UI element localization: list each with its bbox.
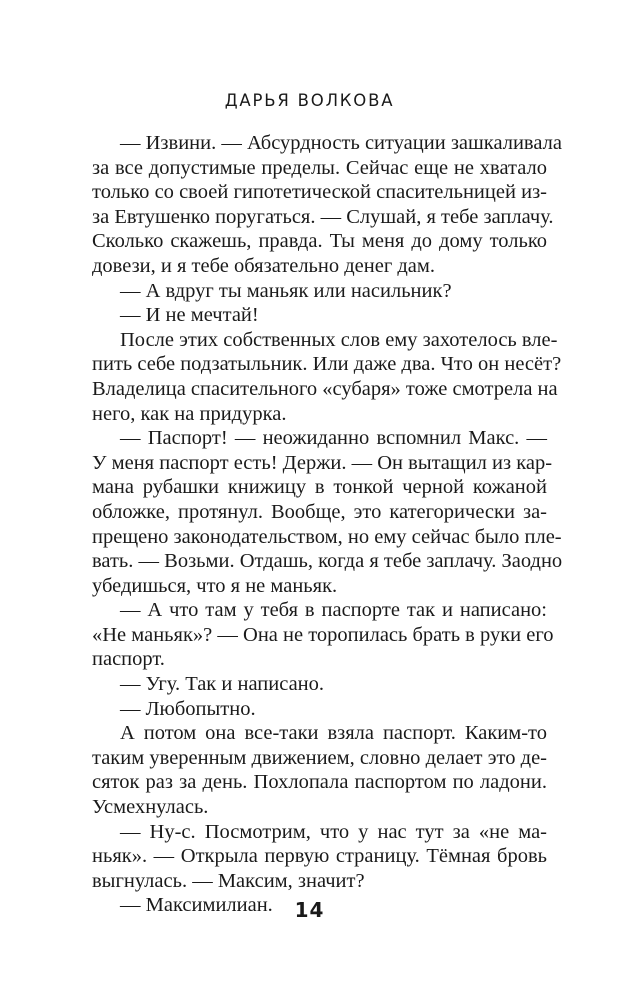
text-line: — А вдруг ты маньяк или насильник? bbox=[120, 279, 452, 302]
text-line: Сколько скажешь, правда. Ты меня до дому только bbox=[92, 230, 547, 253]
text-line: — Угу. Так и написано. bbox=[120, 673, 325, 696]
page-number: 14 bbox=[294, 898, 325, 922]
text-line: — Максимилиан. bbox=[120, 894, 273, 917]
text-line: мана рубашки книжицу в тонкой черной кожаной bbox=[92, 476, 547, 499]
text-line: выгнулась. — Максим, значит? bbox=[92, 869, 365, 892]
text-line: Усмехнулась. bbox=[92, 796, 209, 819]
text-line: таким уверенным движением, словно делает это де- bbox=[92, 746, 547, 769]
text-line: — Извини. — Абсурдность ситуации зашкаливала bbox=[120, 132, 562, 154]
text-line: А потом она все-таки взяла паспорт. Каким-то bbox=[120, 722, 547, 745]
text-line: — Ну-с. Посмотрим, что у нас тут за «не ма- bbox=[120, 820, 547, 843]
text-line: Владелица спасительного «субаря» тоже смотрела на bbox=[92, 377, 558, 400]
text-line: пить себе подзатыльник. Или даже два. Что он несёт? bbox=[92, 353, 562, 376]
text-line: него, как на придурка. bbox=[92, 402, 287, 425]
text-line: У меня паспорт есть! Держи. — Он вытащил из кар- bbox=[92, 451, 553, 474]
text-line: После этих собственных слов ему захотелось вле- bbox=[120, 328, 558, 351]
text-line: — Паспорт! — неожиданно вспомнил Макс. — bbox=[120, 427, 547, 450]
text-line: — Любопытно. bbox=[120, 697, 256, 720]
text-line: прещено законодательством, но ему сейчас было пле- bbox=[92, 525, 562, 548]
text-line: только со своей гипотетической спасительницей из- bbox=[92, 181, 547, 204]
body-text bbox=[92, 131, 563, 918]
text-line: сяток раз за день. Похлопала паспортом по ладони. bbox=[92, 771, 547, 794]
text-line: — А что там у тебя в паспорте так и написано: bbox=[120, 599, 547, 622]
text-line: за Евтушенко поругаться. — Слушай, я тебе заплачу. bbox=[92, 205, 554, 228]
text-line: обложке, протянул. Вообще, это категорически за- bbox=[92, 500, 547, 523]
text-line: убедишься, что я не маньяк. bbox=[92, 574, 338, 597]
running-head-author: ДАРЬЯ ВОЛКОВА bbox=[224, 91, 395, 110]
text-line: паспорт. bbox=[92, 648, 165, 671]
text-line: за все допустимые пределы. Сейчас еще не хватало bbox=[92, 156, 547, 179]
text-line: «Не маньяк»? — Она не торопилась брать в руки его bbox=[92, 623, 554, 646]
text-line: довези, и я тебе обязательно денег дам. bbox=[92, 254, 436, 277]
text-line: вать. — Возьми. Отдашь, когда я тебе заплачу. Заодно bbox=[92, 550, 563, 573]
text-line: ньяк». — Открыла первую страницу. Тёмная бровь bbox=[92, 845, 547, 868]
text-line: — И не мечтай! bbox=[120, 304, 259, 327]
